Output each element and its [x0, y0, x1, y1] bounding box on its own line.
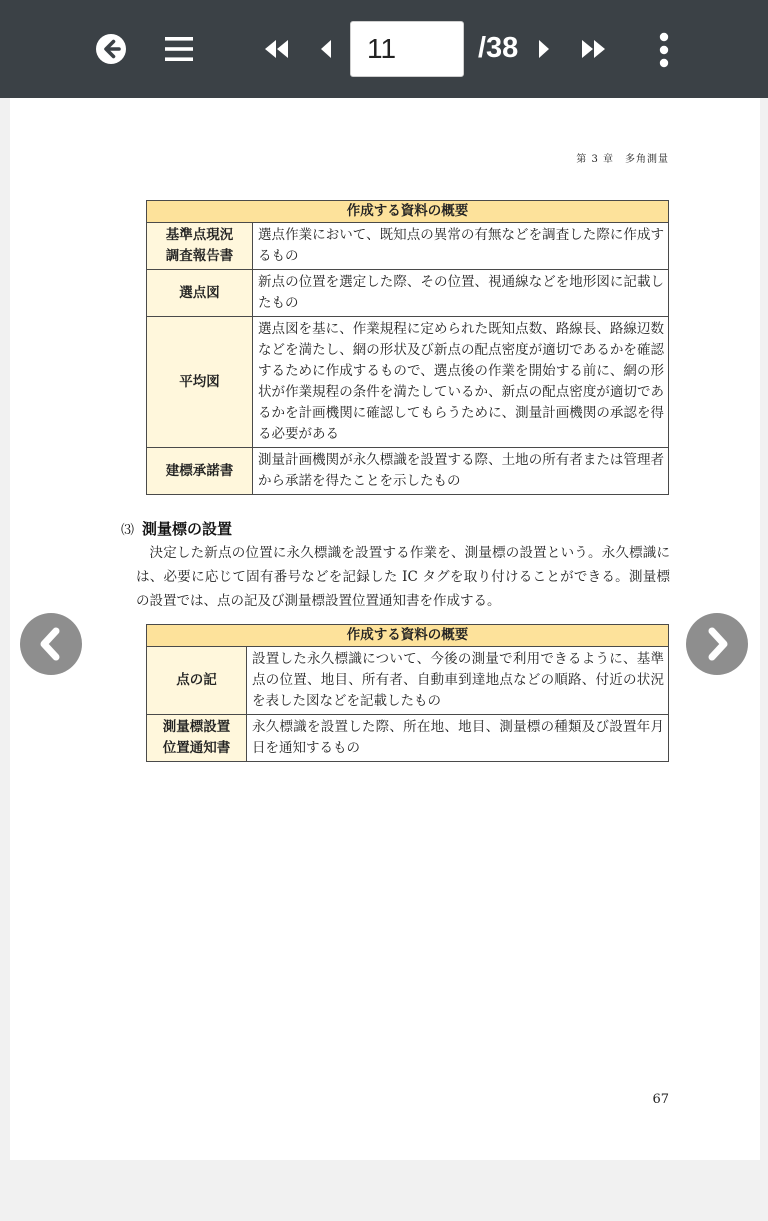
- chevron-right-icon: [702, 627, 732, 661]
- hamburger-menu-icon: [164, 36, 194, 62]
- table-desc: 永久標識を設置した際、所在地、地目、測量標の種類及び設置年月日を通知するもの: [247, 715, 669, 762]
- back-button[interactable]: [94, 32, 128, 66]
- table-row: [147, 317, 669, 448]
- table-row: [147, 715, 669, 762]
- section-body-text: 決定した新点の位置に永久標識を設置する作業を、測量標の設置という。永久標識には、必要に応じて固有番号などを記録した IC タグを取り付けることができる。測量標の設置では、点の記及び測量標設置位置通知書を作成する。: [136, 545, 670, 609]
- table-desc: 選点図を基に、作業規程に定められた既知点数、路線長、路線辺数などを満たし、網の形状及び新点の配点密度が適切であるかを確認するために作成するもので、選点後の作業を開始する前に、網の形状が作業規程の条件を満たしているか、新点の配点密度が適切であるかを計画機関に確認してもらうために、測量計画機関の承認を得る必要がある: [253, 317, 669, 448]
- total-pages-label: /38: [478, 32, 519, 64]
- table-row: [147, 647, 669, 715]
- table-desc: 測量計画機関が永久標識を設置する際、土地の所有者または管理者から承諾を得たことを示したもの: [253, 448, 669, 495]
- previous-page-nav-button[interactable]: [20, 613, 82, 675]
- first-page-button[interactable]: [262, 36, 292, 62]
- chevron-left-icon: [320, 40, 332, 58]
- table-term: [147, 223, 253, 270]
- double-chevron-left-icon: [263, 40, 291, 58]
- section-number: ⑶: [121, 523, 135, 538]
- term-line: 調査報告書: [165, 248, 234, 264]
- chapter-header: 第 3 章 多角測量: [576, 154, 669, 165]
- table-desc: 選点作業において、既知点の異常の有無などを調査した際に作成するもの: [253, 223, 669, 270]
- table-row: [147, 448, 669, 495]
- page-number-input[interactable]: [350, 21, 464, 77]
- table-header: 作成する資料の概要: [147, 625, 669, 647]
- menu-button[interactable]: [163, 34, 195, 64]
- table-row: [147, 223, 669, 270]
- table-term: 選点図: [147, 270, 253, 317]
- table-term: [147, 715, 247, 762]
- last-page-button[interactable]: [578, 36, 608, 62]
- section-title: 測量標の設置: [142, 520, 233, 538]
- table-desc: 新点の位置を選定した際、その位置、視通線などを地形図に記載したもの: [253, 270, 669, 317]
- chevron-left-icon: [36, 627, 66, 661]
- document-page: [10, 98, 760, 1160]
- summary-table-2: [146, 624, 669, 762]
- summary-table-1: [146, 200, 669, 495]
- vertical-ellipsis-icon: [659, 32, 669, 68]
- table-desc: 設置した永久標識について、今後の測量で利用できるように、基準点の位置、地目、所有者、自動車到達地点などの順路、付近の状況を表した図などを記載したもの: [247, 647, 669, 715]
- next-page-nav-button[interactable]: [686, 613, 748, 675]
- double-chevron-right-icon: [579, 40, 607, 58]
- table-term: 平均図: [147, 317, 253, 448]
- reader-toolbar: [0, 0, 768, 98]
- table-row: [147, 270, 669, 317]
- chevron-right-icon: [538, 40, 550, 58]
- next-page-button[interactable]: [534, 36, 554, 62]
- term-line: 位置通知書: [162, 740, 231, 756]
- term-line: 基準点現況: [165, 227, 234, 243]
- section-heading: [121, 518, 232, 539]
- page-number: 67: [652, 1092, 669, 1107]
- table-term: 建標承諾書: [147, 448, 253, 495]
- prev-page-button[interactable]: [316, 36, 336, 62]
- term-line: 測量標設置: [162, 719, 231, 735]
- table-header: 作成する資料の概要: [147, 201, 669, 223]
- circle-arrow-left-icon: [94, 32, 128, 66]
- more-options-button[interactable]: [652, 30, 676, 70]
- table-term: 点の記: [147, 647, 247, 715]
